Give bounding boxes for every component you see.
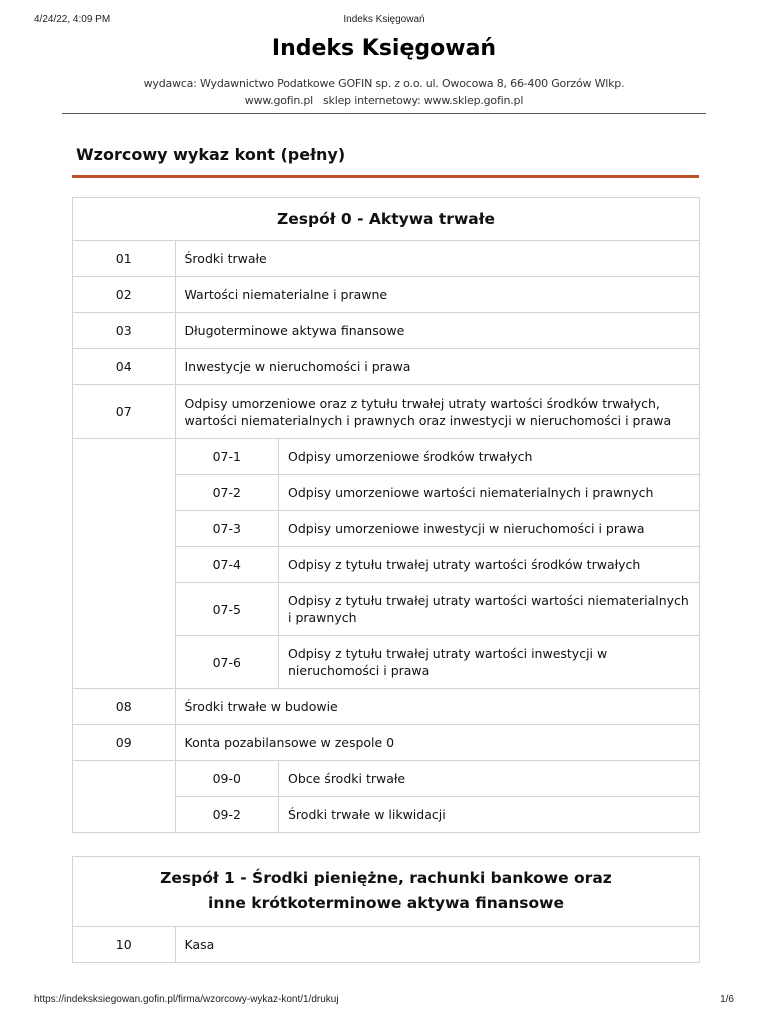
subaccounts-row: [73, 439, 699, 689]
account-code: 04: [73, 349, 175, 385]
account-code: 07: [73, 385, 175, 439]
title-accent-divider: [72, 175, 699, 178]
account-name[interactable]: Długoterminowe aktywa finansowe: [175, 313, 699, 349]
page-number: 1/6: [720, 994, 734, 1005]
account-name[interactable]: Środki trwałe: [175, 241, 699, 277]
subaccount-code: 07-6: [176, 636, 279, 689]
account-code: 02: [73, 277, 175, 313]
account-name[interactable]: Odpisy umorzeniowe oraz z tytułu trwałej utraty wartości środków trwałych, wartości niematerialnych i prawnych oraz inwestycji w nieruchomości i prawa: [175, 385, 699, 439]
subaccount-code: 09-2: [176, 797, 279, 833]
header-divider: [62, 113, 706, 114]
print-header: [34, 14, 734, 30]
subaccount-name[interactable]: Odpisy umorzeniowe środków trwałych: [279, 439, 700, 475]
subaccount-code: 07-2: [176, 475, 279, 511]
table-row: [73, 689, 699, 725]
group-heading: Zespół 1 - Środki pieniężne, rachunki bankowe oraz inne krótkoterminowe aktywa finansowe: [73, 857, 699, 927]
subaccount-code: 09-0: [212, 771, 241, 786]
site-title: Indeks Księgowań: [271, 36, 497, 61]
table-row: [176, 439, 700, 475]
account-group-0: [72, 197, 700, 833]
group-heading: Zespół 0 - Aktywa trwałe: [73, 198, 699, 241]
subaccount-name[interactable]: Odpisy z tytułu trwałej utraty wartości wartości niematerialnych i prawnych: [279, 583, 700, 636]
account-name[interactable]: Konta pozabilansowe w zespole 0: [175, 725, 699, 761]
table-row: [176, 511, 700, 547]
account-code: 01: [115, 251, 132, 266]
subaccount-name[interactable]: Odpisy umorzeniowe wartości niematerialnych i prawnych: [279, 475, 700, 511]
subaccounts-table: [176, 439, 700, 688]
print-url: https://indeksksiegowan.gofin.pl/firma/wzorcowy-wykaz-kont/1/drukuj: [34, 994, 339, 1005]
print-datetime: 4/24/22, 4:09 PM: [34, 14, 111, 25]
account-name[interactable]: Inwestycje w nieruchomości i prawa: [175, 349, 699, 385]
subaccounts-indent: [73, 761, 175, 833]
account-name[interactable]: Kasa: [175, 927, 699, 962]
subaccounts-row: [73, 761, 699, 833]
account-code: 03: [73, 313, 175, 349]
table-row: [73, 349, 699, 385]
table-row: [176, 761, 700, 797]
table-row: [73, 277, 699, 313]
subaccounts-table: [176, 761, 700, 832]
subaccount-name[interactable]: Odpisy umorzeniowe inwestycji w nieruchomości i prawa: [279, 511, 700, 547]
table-row: [73, 385, 699, 439]
account-group-1: [72, 856, 700, 963]
subaccount-code: 07-4: [176, 547, 279, 583]
subaccounts-indent: [73, 439, 175, 689]
table-row: [176, 475, 700, 511]
table-row: [73, 725, 699, 761]
subaccount-name[interactable]: Środki trwałe w likwidacji: [279, 797, 700, 833]
table-row: [73, 927, 699, 962]
table-row: [73, 241, 699, 277]
subaccount-code: 07-5: [176, 583, 279, 636]
website-link[interactable]: www.gofin.pl: [244, 94, 314, 107]
subaccount-name[interactable]: Odpisy z tytułu trwałej utraty wartości środków trwałych: [279, 547, 700, 583]
table-row: [176, 547, 700, 583]
subaccount-code: 07-1: [212, 449, 241, 464]
accounts-table: [73, 241, 699, 832]
subaccount-name[interactable]: Obce środki trwałe: [279, 761, 700, 797]
publisher-info: [0, 75, 768, 109]
subaccounts-cell: [175, 761, 699, 833]
subaccount-name[interactable]: Odpisy z tytułu trwałej utraty wartości inwestycji w nieruchomości i prawa: [279, 636, 700, 689]
print-document-title: Indeks Księgowań: [343, 14, 425, 25]
table-row: [176, 797, 700, 833]
account-code: 10: [115, 937, 132, 952]
publisher-line: wydawca: Wydawnictwo Podatkowe GOFIN sp. z o.o. ul. Owocowa 8, 66-400 Gorzów Wlkp.: [143, 77, 625, 90]
table-row: [73, 313, 699, 349]
subaccount-code: 07-3: [176, 511, 279, 547]
table-row: [176, 636, 700, 689]
account-code: 09: [73, 725, 175, 761]
accounts-table: [73, 927, 699, 962]
account-code: 08: [73, 689, 175, 725]
print-footer: [34, 994, 734, 1010]
table-row: [176, 583, 700, 636]
account-name[interactable]: Środki trwałe w budowie: [175, 689, 699, 725]
account-name[interactable]: Wartości niematerialne i prawne: [175, 277, 699, 313]
shop-link[interactable]: sklep internetowy: www.sklep.gofin.pl: [323, 94, 524, 107]
page-title: Wzorcowy wykaz kont (pełny): [76, 145, 346, 164]
publisher-links: [0, 92, 768, 109]
subaccounts-cell: [175, 439, 699, 689]
